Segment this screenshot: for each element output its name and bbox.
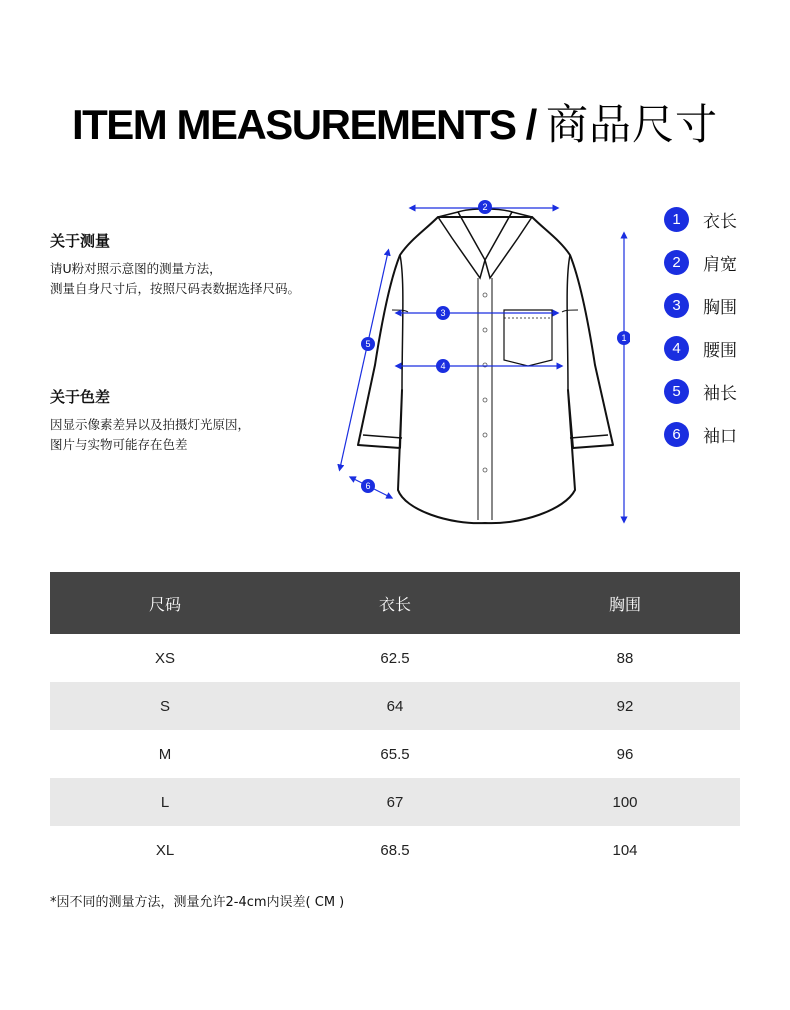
cell-chest: 100	[510, 778, 740, 826]
header-size: 尺码	[50, 572, 280, 634]
legend-label: 腰围	[703, 341, 737, 361]
svg-text:6: 6	[365, 481, 371, 491]
page-title	[0, 92, 790, 152]
measurement-legend	[664, 207, 737, 465]
footnote: *因不同的测量方法，测量允许2-4cm内误差( CM )	[50, 895, 345, 910]
legend-number-badge: 3	[664, 293, 689, 318]
color-note	[50, 386, 350, 455]
legend-label: 袖长	[703, 384, 737, 404]
svg-text:1: 1	[621, 333, 627, 343]
color-note-line: 因显示像素差异以及拍摄灯光原因，	[50, 417, 251, 432]
header-chest: 胸围	[510, 572, 740, 634]
legend-item	[664, 422, 737, 447]
cell-chest: 92	[510, 682, 740, 730]
measurement-note	[50, 230, 350, 299]
svg-text:2: 2	[482, 202, 488, 212]
cell-chest: 96	[616, 745, 634, 763]
cell-size: M	[158, 745, 172, 763]
cell-length: 64	[280, 682, 510, 730]
table-row	[50, 682, 740, 730]
color-note-heading: 关于色差	[50, 388, 111, 406]
legend-label: 袖口	[703, 427, 737, 447]
legend-item	[664, 293, 737, 318]
cell-length: 62.5	[380, 649, 410, 667]
table-row	[50, 730, 740, 778]
legend-item	[664, 336, 737, 361]
page-title-cn: 商品尺寸	[546, 100, 719, 149]
legend-label: 肩宽	[703, 255, 737, 275]
measurement-note-line: 请U粉对照示意图的测量方法，	[50, 261, 222, 276]
cell-chest: 88	[616, 649, 634, 667]
legend-item	[664, 250, 737, 275]
cell-chest: 104	[612, 841, 638, 859]
legend-item	[664, 379, 737, 404]
legend-label: 衣长	[703, 212, 737, 232]
svg-text:4: 4	[440, 361, 446, 371]
size-table	[50, 572, 740, 874]
table-row	[50, 778, 740, 826]
cell-length: 67	[280, 778, 510, 826]
shirt-diagram-svg	[330, 190, 630, 530]
table-row	[50, 634, 740, 682]
page-title-en: ITEM MEASUREMENTS /	[71, 101, 536, 148]
header-length: 衣长	[280, 572, 510, 634]
legend-number-badge: 4	[664, 336, 689, 361]
cell-size: XL	[155, 841, 175, 859]
svg-text:3: 3	[440, 308, 446, 318]
cell-length: 68.5	[380, 841, 410, 859]
measurement-note-heading: 关于测量	[50, 232, 111, 250]
legend-number-badge: 2	[664, 250, 689, 275]
measurement-note-line: 测量自身尺寸后，按照尺码表数据选择尺码。	[50, 281, 301, 296]
legend-item	[664, 207, 737, 232]
shirt-diagram	[330, 190, 630, 530]
color-note-line: 图片与实物可能存在色差	[50, 437, 188, 452]
svg-text:5: 5	[365, 339, 371, 349]
cell-size: XS	[154, 649, 175, 667]
legend-number-badge: 5	[664, 379, 689, 404]
cell-size: S	[50, 682, 280, 730]
size-table-header	[50, 572, 740, 634]
legend-number-badge: 1	[664, 207, 689, 232]
table-row	[50, 826, 740, 874]
legend-label: 胸围	[703, 298, 737, 318]
legend-number-badge: 6	[664, 422, 689, 447]
cell-size: L	[50, 778, 280, 826]
cell-length: 65.5	[380, 745, 410, 763]
